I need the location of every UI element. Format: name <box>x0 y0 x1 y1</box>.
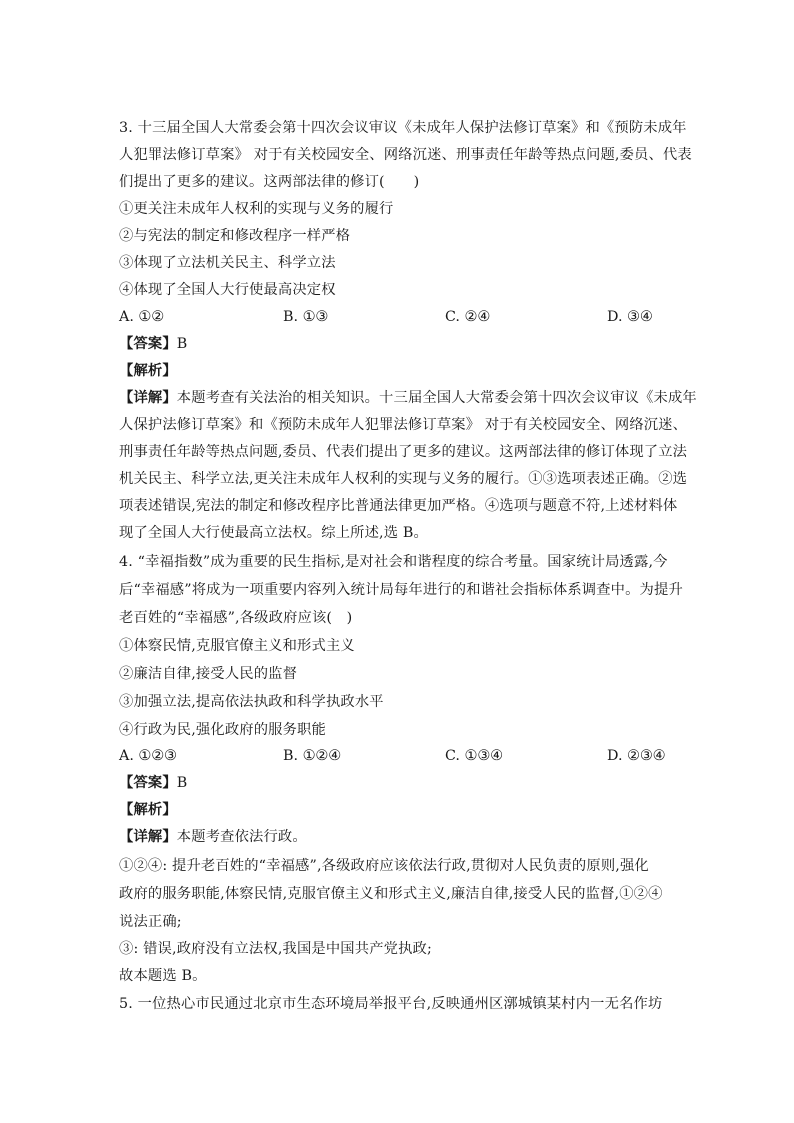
q4-detail-line-2: ①②④: 提升老百姓的“幸福感”,各级政府应该依法行政,贯彻对人民负责的原则,强化 <box>119 858 649 874</box>
q4-option-c: C. ①③④ <box>445 748 503 764</box>
q3-detail-line-2: 人保护法修订草案》和《预防未成年人犯罪法修订草案》 对于有关校园安全、网络沉迷、 <box>119 417 688 433</box>
q4-analysis-tag: 【解析】 <box>119 802 177 818</box>
q3-detail-line-3: 刑事责任年龄等热点问题,委员、代表们提出了更多的建议。这两部法律的修订体现了立法 <box>119 444 688 460</box>
detail-tag: 【详解】 <box>119 829 177 845</box>
q4-option-a: A. ①②③ <box>119 748 177 764</box>
q3-statement-3: ③体现了立法机关民主、科学立法 <box>119 255 336 271</box>
q3-analysis-tag: 【解析】 <box>119 363 177 379</box>
q3-stem-line-3: 们提出了更多的建议。这两部法律的修订( ) <box>119 174 420 190</box>
answer-tag: 【答案】 <box>119 336 177 352</box>
detail-text: 本题考查有关法治的相关知识。十三届全国人大常委会第十四次会议审议《未成年 <box>176 390 697 406</box>
q3-option-d: D. ③④ <box>607 309 653 325</box>
answer-value: B <box>176 775 188 791</box>
q3-stem-line-2: 人犯罪法修订草案》 对于有关校园安全、网络沉迷、刑事责任年龄等热点问题,委员、代表 <box>119 147 692 163</box>
q3-detail-line-6: 现了全国人大行使最高立法权。综上所述,选 B。 <box>119 525 428 541</box>
q3-statement-4: ④体现了全国人大行使最高决定权 <box>119 282 336 298</box>
q3-stem-line-1: 3. 十三届全国人大常委会第十四次会议审议《未成年人保护法修订草案》和《预防未成年 <box>119 120 687 136</box>
q4-statement-3: ③加强立法,提高依法执政和科学执政水平 <box>119 694 384 710</box>
detail-tag: 【详解】 <box>119 390 177 406</box>
q4-stem-line-1: 4. “幸福指数”成为重要的民生指标,是对社会和谐程度的综合考量。国家统计局透露,今 <box>119 554 668 570</box>
q4-detail-line-1 <box>119 827 307 847</box>
q3-option-c: C. ②④ <box>445 309 491 325</box>
q4-answer <box>119 773 187 793</box>
q3-detail-line-4: 机关民主、科学立法,更关注未成年人权利的实现与义务的履行。①③选项表述正确。②选 <box>119 471 688 487</box>
q3-option-b: B. ①③ <box>283 309 329 325</box>
answer-value: B <box>176 336 188 352</box>
q4-stem-line-2: 后“幸福感”将成为一项重要内容列入统计局每年进行的和谐社会指标体系调查中。为提升 <box>119 582 683 598</box>
q4-detail-line-5: ③: 错误,政府没有立法权,我国是中国共产党执政; <box>119 941 432 957</box>
q3-statement-1: ①更关注未成年人权利的实现与义务的履行 <box>119 201 394 217</box>
q4-option-b: B. ①②④ <box>283 748 342 764</box>
q3-statement-2: ②与宪法的制定和修改程序一样严格 <box>119 228 351 244</box>
q3-detail-line-1 <box>119 388 697 408</box>
q4-detail-line-3: 政府的服务职能,体察民情,克服官僚主义和形式主义,廉洁自律,接受人民的监督,①②④ <box>119 886 663 902</box>
q4-statement-4: ④行政为民,强化政府的服务职能 <box>119 722 326 738</box>
q4-detail-line-4: 说法正确; <box>119 914 182 930</box>
q4-statement-1: ①体察民情,克服官僚主义和形式主义 <box>119 638 355 654</box>
q4-statement-2: ②廉洁自律,接受人民的监督 <box>119 666 298 682</box>
q4-stem-line-3: 老百姓的“幸福感”,各级政府应该( ) <box>119 610 353 626</box>
detail-text: 本题考查依法行政。 <box>176 829 307 845</box>
q5-stem-line-1: 5. 一位热心市民通过北京市生态环境局举报平台,反映通州区漷城镇某村内一无名作坊 <box>119 996 663 1012</box>
q3-answer <box>119 334 187 354</box>
q4-option-d: D. ②③④ <box>607 748 666 764</box>
q3-detail-line-5: 项表述错误,宪法的制定和修改程序比普通法律更加严格。④选项与题意不符,上述材料体 <box>119 498 678 514</box>
answer-tag: 【答案】 <box>119 775 177 791</box>
q3-option-a: A. ①② <box>119 309 165 325</box>
q4-detail-line-6: 故本题选 B。 <box>119 968 207 984</box>
